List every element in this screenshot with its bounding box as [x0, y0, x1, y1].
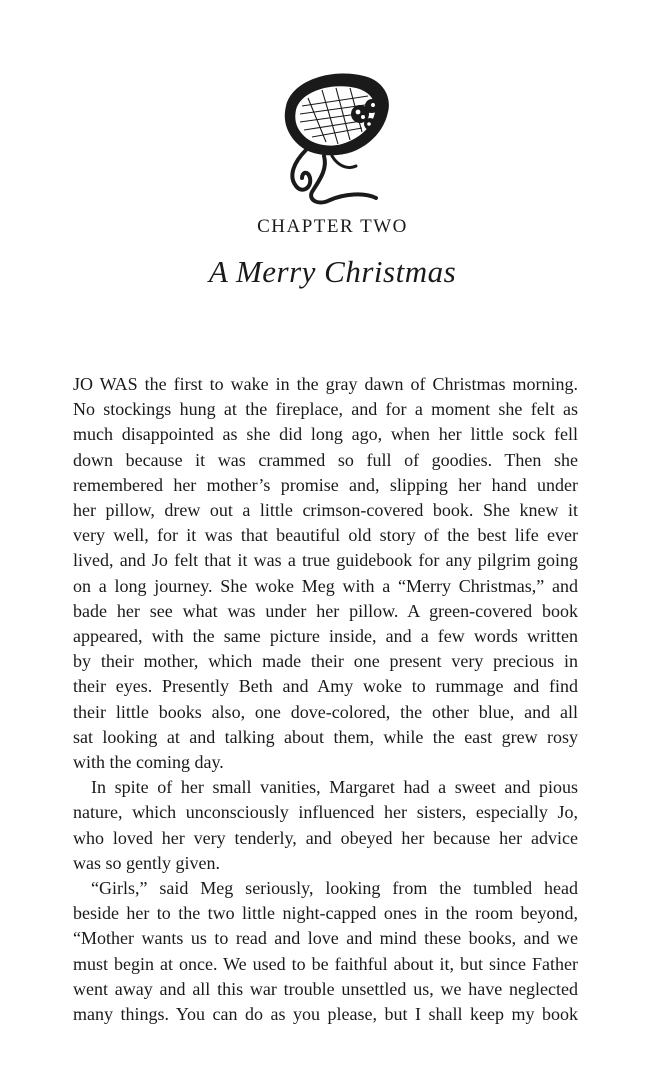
text-line: lived, and Jo felt that it was a true guidebook for any pilgrim going: [73, 550, 578, 571]
text-line: bade her see what was under her pillow. A green-covered book: [73, 600, 578, 621]
text-line: down because it was crammed so full of goodies. Then she: [73, 449, 578, 470]
text-line: who loved her very tenderly, and obeyed her because her advice: [73, 827, 578, 848]
text-line: No stockings hung at the fireplace, and for a moment she felt as: [73, 399, 578, 420]
text-line: beside her to the two little night-capped ones in the room beyond,: [73, 903, 578, 924]
paragraph: [73, 372, 578, 775]
text-line: by their mother, which made their one present very precious in: [73, 651, 578, 672]
text-line: “Mother wants us to read and love and mind these books, and we: [73, 928, 578, 949]
paragraph: [73, 775, 578, 876]
body-text: [73, 372, 578, 1027]
text-line: appeared, with the same picture inside, and a few words written: [73, 626, 578, 647]
bonnet-icon: [272, 66, 396, 208]
text-line: “Girls,” said Meg seriously, looking from the tumbled head: [91, 878, 578, 899]
text-line: many things. You can do as you please, but I shall keep my book: [73, 1004, 578, 1025]
text-line: remembered her mother’s promise and, slipping her hand under: [73, 474, 578, 495]
text-line: sat looking at and talking about them, while the east grew rosy: [73, 726, 578, 747]
text-line: her pillow, drew out a little crimson-covered book. She knew it: [73, 500, 578, 521]
text-line: nature, which unconsciously influenced her sisters, especially Jo,: [73, 802, 578, 823]
text-line: with the coming day.: [73, 752, 224, 773]
chapter-title: A Merry Christmas: [208, 254, 457, 289]
text-line: their little books also, one dove-colored, the other blue, and all: [73, 701, 578, 722]
paragraph: [73, 876, 578, 1027]
text-line: In spite of her small vanities, Margaret had a sweet and pious: [91, 777, 578, 798]
text-line: JO WAS the first to wake in the gray dawn of Christmas morning.: [73, 374, 578, 394]
chapter-label: CHAPTER TWO: [257, 216, 408, 237]
text-line: went away and all this war trouble unsettled us, we have neglected: [73, 978, 578, 999]
text-line: their eyes. Presently Beth and Amy woke to rummage and find: [73, 676, 578, 697]
text-line: was so gently given.: [73, 852, 220, 873]
text-line: very well, for it was that beautiful old story of the best life ever: [73, 525, 578, 546]
text-line: on a long journey. She woke Meg with a “Merry Christmas,” and: [73, 575, 578, 596]
text-line: must begin at once. We used to be faithful about it, but since Father: [73, 953, 578, 974]
text-line: much disappointed as she did long ago, when her little sock fell: [73, 424, 578, 445]
